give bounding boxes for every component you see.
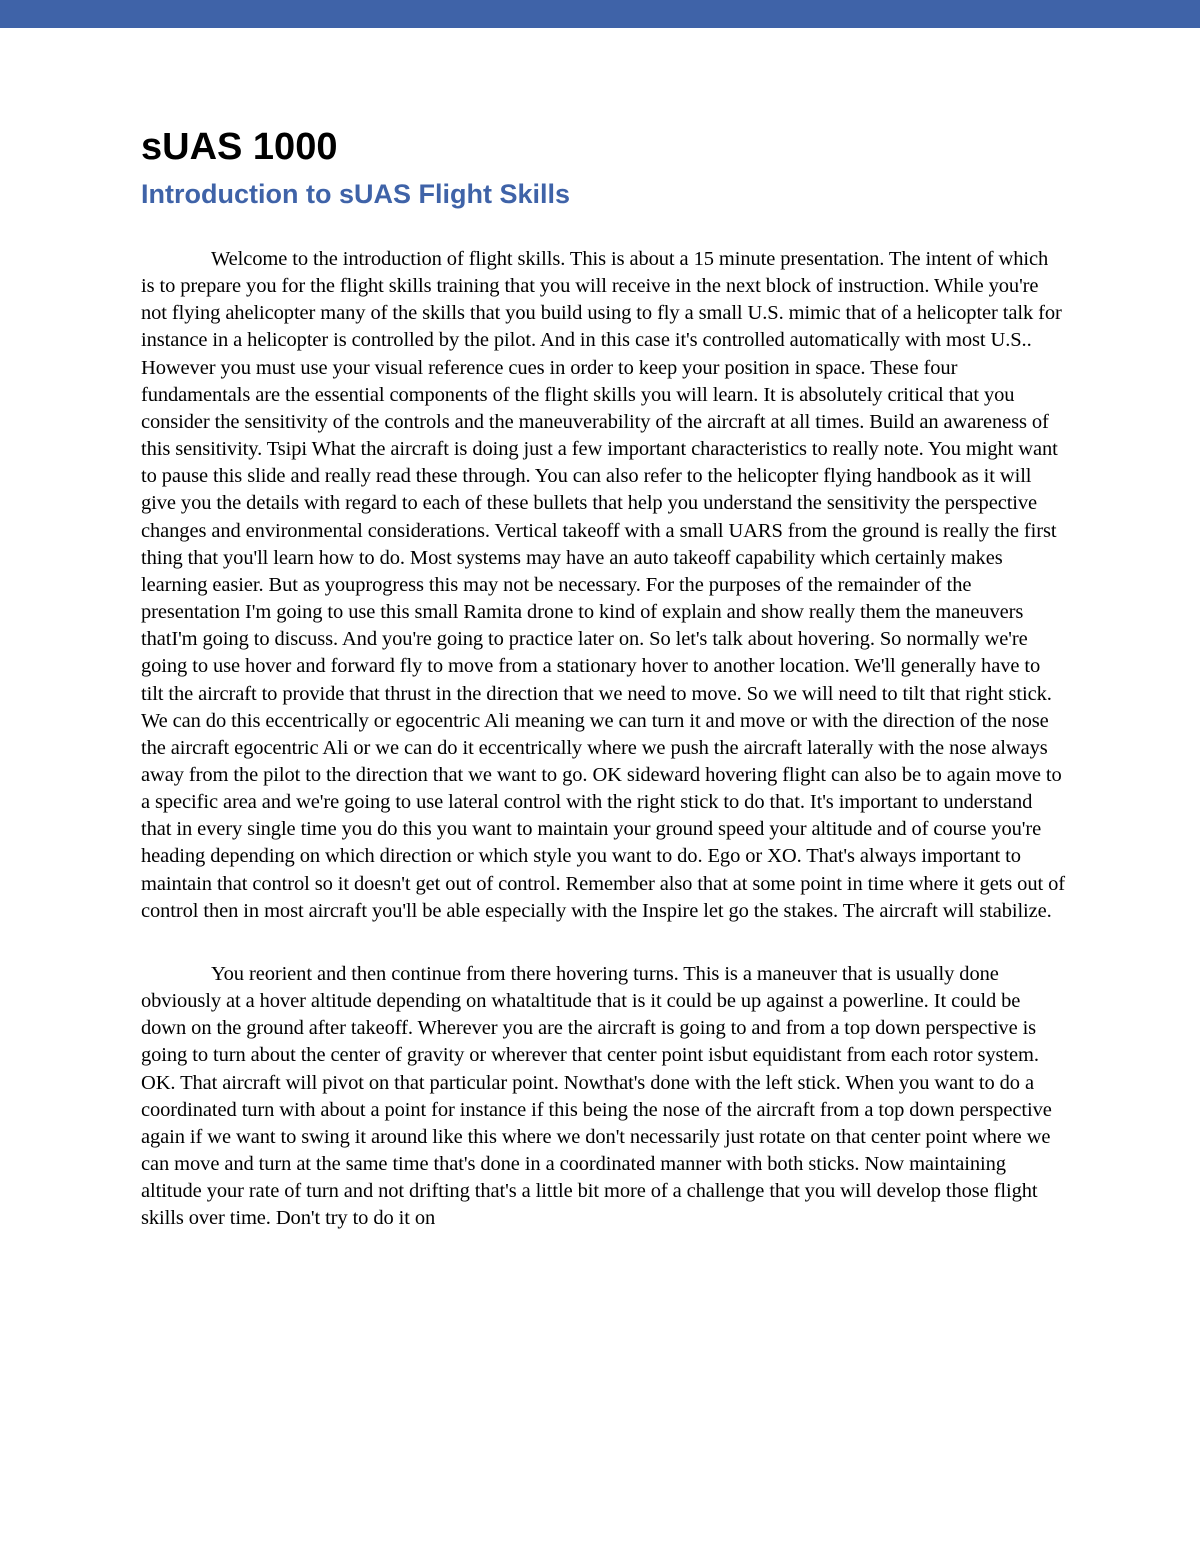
document-body: [141, 122, 1066, 1232]
document-subtitle: Introduction to sUAS Flight Skills: [141, 179, 570, 209]
document-title: sUAS 1000: [141, 126, 338, 168]
header-bar: [0, 0, 1200, 28]
body-paragraph: You reorient and then continue from there hovering turns. This is a maneuver that is usually done obviously at a hover altitude depending on whataltitude that is it could be up against a powerline. It could be down on the ground after takeoff. Wherever you are the aircraft is going to and from a top down perspective is going to turn about the center of gravity or wherever that center point isbut equidistant from each rotor system. OK. That aircraft will pivot on that particular point. Nowthat's done with the left stick. When you want to do a coordinated turn with about a point for instance if this being the nose of the aircraft from a top down perspective again if we want to swing it around like this where we don't necessarily just rotate on that center point where we can move and turn at the same time that's done in a coordinated manner with both sticks. Now maintaining altitude your rate of turn and not drifting that's a little bit more of a challenge that you will develop those flight skills over time. Don't try to do it on: [141, 962, 1052, 1230]
body-paragraph: Welcome to the introduction of flight skills. This is about a 15 minute presentation. The intent of which is to prepare you for the flight skills training that you will receive in the next block of instruction. While you're not flying ahelicopter many of the skills that you build using to fly a small U.S. mimic that of a helicopter talk for instance in a helicopter is controlled by the pilot. And in this case it's controlled automatically with most U.S.. However you must use your visual reference cues in order to keep your position in space. These four fundamentals are the essential components of the flight skills you will learn. It is absolutely critical that you consider the sensitivity of the controls and the maneuverability of the aircraft at all times. Build an awareness of this sensitivity. Tsipi What the aircraft is doing just a few important characteristics to really note. You might want to pause this slide and really read these through. You can also refer to the helicopter flying handbook as it will give you the details with regard to each of these bullets that help you understand the sensitivity the perspective changes and environmental considerations. Vertical takeoff with a small UARS from the ground is really the first thing that you'll learn how to do. Most systems may have an auto takeoff capability which certainly makes learning easier. But as youprogress this may not be necessary. For the purposes of the remainder of the presentation I'm going to use this small Ramita drone to kind of explain and show really them the maneuvers thatI'm going to discuss. And you're going to practice later on. So let's talk about hovering. So normally we're going to use hover and forward fly to move from a stationary hover to another location. We'll generally have to tilt the aircraft to provide that thrust in the direction that we need to move. So we will need to tilt that right stick. We can do this eccentrically or egocentric Ali meaning we can turn it and move or with the direction of the nose the aircraft egocentric Ali or we can do it eccentrically where we push the aircraft laterally with the nose always away from the pilot to the direction that we want to go. OK sideward hovering flight can also be to again move to a specific area and we're going to use lateral control with the right stick to do that. It's important to understand that in every single time you do this you want to maintain your ground speed your altitude and of course you're heading depending on which direction or which style you want to do. Ego or XO. That's always important to maintain that control so it doesn't get out of control. Remember also that at some point in time where it gets out of control then in most aircraft you'll be able especially with the Inspire let go the stakes. The aircraft will stabilize.: [141, 248, 1065, 922]
